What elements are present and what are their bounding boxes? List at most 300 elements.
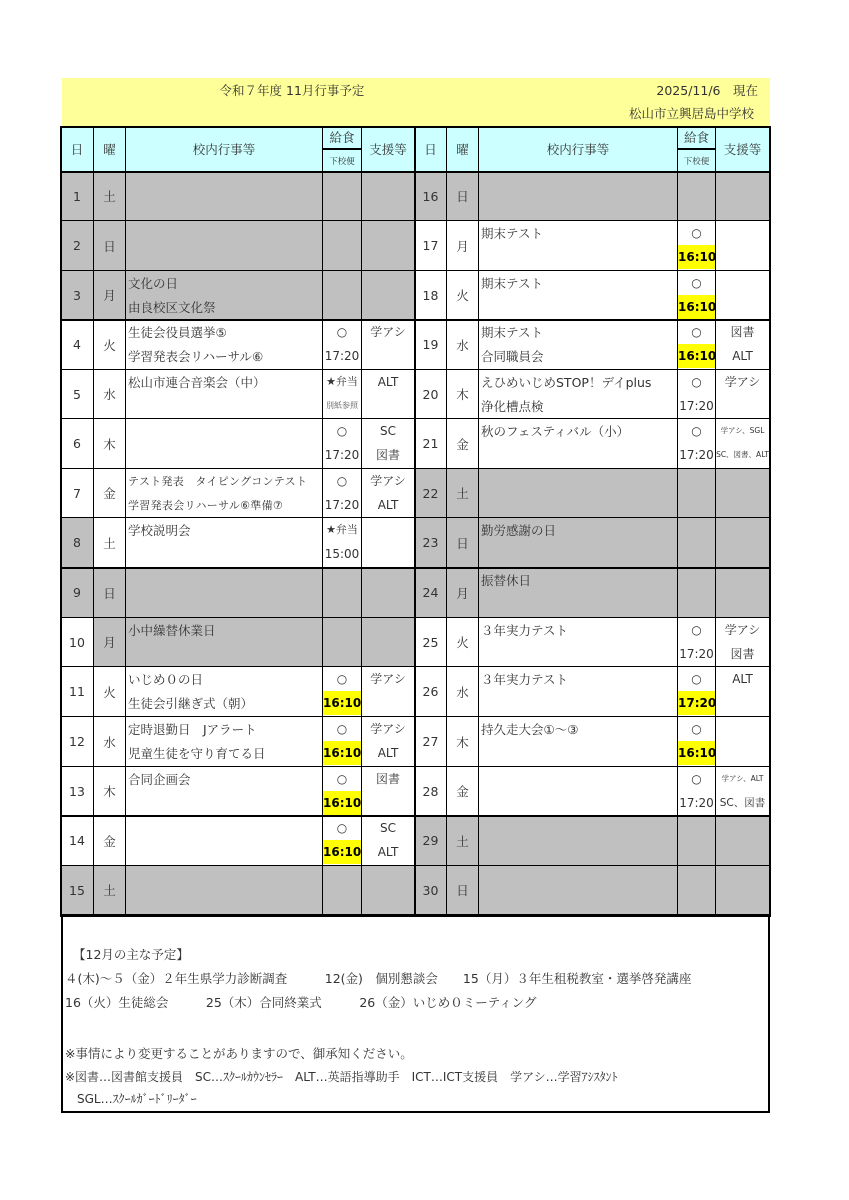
as-of-date: 2025/11/6 現在 — [656, 83, 758, 98]
weekday: 火 — [456, 635, 469, 650]
weekday-cell — [447, 469, 479, 518]
support-cell — [716, 221, 770, 271]
support-cell — [716, 717, 770, 767]
meal-cell — [323, 221, 362, 271]
support-line-1: SC — [380, 424, 396, 438]
weekday-cell — [94, 320, 126, 370]
dismissal-time: 17:20 — [679, 647, 714, 661]
header-day-label: 日 — [424, 141, 437, 157]
day-number: 24 — [422, 585, 439, 600]
event-line-1: 松山市連合音楽会（中） — [128, 375, 266, 390]
support-line-1: 学アシ、ALT — [721, 774, 764, 783]
weekday: 土 — [103, 535, 116, 551]
dismissal-time: 16:10 — [323, 741, 361, 765]
abbreviation-legend: ※図書…図書館支援員 SC…ｽｸｰﾙｶｳﾝｾﾗｰ ALT…英語指導助手 ICT…ICT支援員 学アシ…学習ｱｼｽﾀﾝﾄ — [65, 1070, 618, 1084]
support-line-1 — [716, 717, 769, 741]
support-line-2 — [716, 196, 769, 220]
support-line-1 — [362, 271, 414, 295]
support-line-1: ALT — [732, 672, 753, 686]
meal-status: ○ — [691, 424, 702, 438]
support-line-2 — [362, 295, 414, 319]
support-line-1: 学アシ — [370, 325, 406, 339]
support-line-1: 学アシ — [370, 722, 406, 736]
weekday: 月 — [103, 635, 116, 650]
events-cell — [126, 370, 323, 419]
day-number-cell — [415, 518, 447, 568]
support-line-1: 図書 — [375, 772, 400, 786]
meal-cell — [678, 172, 716, 221]
december-line-2: 16（火）生徒総会 25（木）合同終業式 26（金）いじめ０ミーティング — [65, 995, 537, 1010]
dismissal-time — [323, 642, 361, 666]
weekday: 金 — [456, 784, 469, 799]
support-line-1 — [716, 221, 769, 245]
dismissal-time: 17:20 — [679, 448, 714, 462]
meal-cell — [678, 717, 716, 767]
events-cell — [126, 667, 323, 717]
school-name: 松山市立興居島中学校 — [628, 106, 754, 121]
day-number: 25 — [422, 634, 439, 650]
dismissal-time — [323, 295, 361, 319]
day-number-cell — [61, 419, 94, 469]
day-number-cell — [61, 221, 94, 271]
day-number-cell — [61, 518, 94, 568]
support-line-2 — [716, 394, 769, 418]
dismissal-time: 17:20 — [679, 399, 714, 413]
meal-status — [323, 172, 361, 196]
support-line-2 — [362, 890, 414, 914]
weekday-cell — [94, 767, 126, 816]
support-cell — [716, 568, 770, 618]
weekday: 水 — [456, 684, 469, 700]
weekday: 火 — [456, 288, 469, 303]
dismissal-time — [678, 542, 715, 566]
weekday: 日 — [103, 238, 116, 254]
dismissal-time: 別紙参照 — [326, 401, 358, 410]
support-line-2: SC、図書 — [719, 797, 766, 809]
dismissal-time — [678, 592, 715, 616]
day-number-cell — [415, 717, 447, 767]
events-cell — [479, 370, 678, 419]
support-line-2 — [716, 542, 769, 566]
day-number: 30 — [422, 882, 439, 898]
header-events-label: 校内行事等 — [546, 141, 610, 157]
title-band — [62, 78, 770, 126]
event-line-2: 児童生徒を守り育てる日 — [128, 746, 266, 761]
support-line-2 — [716, 295, 769, 319]
meal-cell — [678, 469, 716, 518]
events-cell — [479, 568, 678, 618]
day-number: 9 — [73, 585, 81, 600]
support-cell — [716, 370, 770, 419]
event-line-1: 勤労感謝の日 — [481, 523, 557, 538]
meal-cell — [323, 518, 362, 568]
support-line-1 — [716, 518, 769, 542]
support-line-1 — [362, 568, 414, 592]
events-cell — [479, 717, 678, 767]
event-line-1: 持久走大会①～③ — [481, 722, 579, 737]
day-number-cell — [415, 271, 447, 320]
events-cell — [479, 816, 678, 866]
left-header-youbi — [94, 126, 126, 172]
left-header-support — [362, 126, 415, 172]
event-line-2: 生徒会引継ぎ式（朝） — [128, 696, 254, 711]
event-line-1: 期末テスト — [481, 226, 544, 241]
support-cell — [716, 518, 770, 568]
support-cell — [716, 469, 770, 518]
support-line-1 — [716, 469, 769, 493]
day-number-cell — [415, 469, 447, 518]
support-line-1: 学アシ、SGL — [720, 426, 765, 435]
meal-status: ○ — [336, 821, 348, 835]
events-cell — [479, 618, 678, 667]
weekday-cell — [447, 717, 479, 767]
thick-border — [415, 319, 770, 321]
weekday-cell — [94, 866, 126, 915]
event-line-1: 小中繰替休業日 — [128, 623, 216, 638]
dismissal-time — [678, 493, 715, 517]
event-line-2: 学習発表会リハーサル⑥準備⑦ — [128, 499, 284, 512]
event-line-1: 文化の日 — [128, 276, 179, 291]
day-number-cell — [61, 667, 94, 717]
dismissal-time: 17:20 — [324, 349, 360, 363]
support-line-2 — [362, 592, 414, 616]
weekday: 土 — [103, 189, 116, 204]
weekday-cell — [94, 667, 126, 717]
weekday: 金 — [103, 486, 116, 501]
meal-cell — [678, 271, 716, 320]
thick-border — [415, 815, 770, 817]
day-number-cell — [61, 568, 94, 618]
day-number: 8 — [73, 535, 81, 550]
weekday-cell — [447, 816, 479, 866]
day-number-cell — [61, 172, 94, 221]
events-cell — [126, 717, 323, 767]
events-cell — [126, 816, 323, 866]
weekday-cell — [94, 370, 126, 419]
support-line-2 — [362, 791, 414, 815]
weekday: 木 — [456, 387, 469, 402]
support-line-1 — [362, 618, 414, 642]
left-header-day — [61, 126, 94, 172]
support-line-2 — [362, 691, 414, 715]
meal-status: ○ — [336, 772, 348, 786]
dismissal-time: 16:10 — [678, 344, 715, 368]
events-cell — [126, 518, 323, 568]
support-cell — [362, 518, 415, 568]
weekday-cell — [94, 518, 126, 568]
day-number-cell — [415, 320, 447, 370]
events-cell — [126, 320, 323, 370]
support-line-2 — [716, 245, 769, 269]
support-cell — [362, 172, 415, 221]
meal-status — [323, 271, 361, 295]
weekday: 月 — [103, 288, 116, 303]
weekday: 火 — [103, 684, 116, 700]
day-number: 7 — [73, 485, 81, 501]
december-title: 【12月の主な予定】 — [73, 947, 189, 962]
support-line-1: 学アシ — [724, 623, 761, 637]
left-header-bus — [323, 150, 362, 172]
weekday: 月 — [456, 585, 469, 601]
weekday-cell — [94, 618, 126, 667]
meal-status — [678, 568, 715, 592]
support-cell — [716, 320, 770, 370]
events-cell — [126, 767, 323, 816]
day-number-cell — [61, 767, 94, 816]
support-cell — [362, 221, 415, 271]
day-number-cell — [415, 568, 447, 618]
right-header-meal — [678, 126, 716, 150]
weekday-cell — [447, 320, 479, 370]
dismissal-time — [678, 890, 715, 914]
support-cell — [362, 618, 415, 667]
meal-status: ○ — [691, 672, 702, 686]
support-line-1: 学アシ — [370, 474, 406, 488]
weekday-cell — [94, 221, 126, 271]
meal-status: ○ — [336, 424, 348, 438]
support-line-1: 学アシ — [370, 672, 406, 686]
weekday: 金 — [456, 436, 469, 452]
weekday-cell — [447, 618, 479, 667]
day-number-cell — [61, 271, 94, 320]
day-number-cell — [61, 618, 94, 667]
dismissal-time: 16:10 — [323, 791, 361, 815]
meal-cell — [323, 320, 362, 370]
weekday: 日 — [456, 535, 469, 551]
support-cell — [716, 271, 770, 320]
day-number-cell — [415, 370, 447, 419]
events-cell — [126, 568, 323, 618]
day-number: 28 — [422, 783, 439, 799]
support-cell — [362, 271, 415, 320]
right-header-bus — [678, 150, 716, 172]
weekday: 日 — [103, 585, 116, 601]
support-line-2 — [362, 542, 414, 566]
meal-cell — [678, 518, 716, 568]
support-line-2: ALT — [377, 746, 399, 760]
meal-cell — [678, 816, 716, 866]
meal-cell — [323, 419, 362, 469]
dismissal-time — [323, 196, 361, 220]
dismissal-time: 17:20 — [679, 796, 714, 810]
events-cell — [479, 518, 678, 568]
weekday-cell — [94, 816, 126, 866]
events-cell — [126, 172, 323, 221]
meal-cell — [323, 370, 362, 419]
right-header-events — [479, 126, 678, 172]
day-number-cell — [61, 816, 94, 866]
support-cell — [716, 618, 770, 667]
meal-cell — [323, 667, 362, 717]
meal-status: ★弁当 — [326, 523, 358, 536]
support-line-2 — [716, 840, 769, 864]
weekday: 土 — [456, 833, 469, 849]
abbreviation-legend-sgl: SGL…ｽｸｰﾙｶﾞｰﾄﾞﾘｰﾀﾞｰ — [77, 1092, 197, 1106]
event-line-1: 期末テスト — [481, 325, 544, 340]
meal-status — [323, 568, 361, 592]
events-cell — [479, 767, 678, 816]
right-header-support — [716, 126, 770, 172]
support-line-2 — [716, 890, 769, 914]
day-number: 3 — [73, 287, 81, 303]
day-number: 18 — [422, 287, 439, 303]
support-line-2 — [716, 493, 769, 517]
meal-status: ○ — [336, 722, 348, 736]
dismissal-time: 17:20 — [324, 448, 360, 462]
events-cell — [479, 271, 678, 320]
day-number-cell — [415, 816, 447, 866]
day-number: 17 — [422, 238, 439, 253]
weekday-cell — [94, 469, 126, 518]
events-cell — [479, 320, 678, 370]
day-number-cell — [415, 419, 447, 469]
support-line-1 — [716, 816, 769, 840]
support-cell — [362, 320, 415, 370]
page-title: 令和７年度 11月行事予定 — [219, 83, 365, 98]
weekday-cell — [447, 221, 479, 271]
day-number: 6 — [73, 436, 81, 451]
support-line-1: ALT — [377, 375, 399, 389]
weekday: 木 — [456, 734, 469, 750]
day-number: 26 — [422, 684, 439, 699]
support-cell — [716, 816, 770, 866]
meal-cell — [323, 717, 362, 767]
meal-status — [678, 866, 715, 890]
day-number: 15 — [69, 882, 85, 898]
dismissal-time: 17:20 — [324, 498, 360, 512]
events-cell — [479, 419, 678, 469]
dismissal-time: 15:00 — [324, 547, 360, 561]
support-line-1 — [362, 172, 414, 196]
meal-status: ○ — [691, 226, 702, 240]
support-line-2 — [362, 245, 414, 269]
event-line-1: 生徒会役員選挙⑤ — [128, 325, 227, 340]
support-line-1: 学アシ — [724, 375, 761, 389]
day-number: 4 — [73, 337, 81, 352]
events-cell — [126, 221, 323, 271]
meal-cell — [323, 816, 362, 866]
meal-cell — [323, 172, 362, 221]
event-line-2: 学習発表会リハーサル⑥ — [128, 349, 264, 364]
support-cell — [362, 866, 415, 915]
support-line-1 — [362, 221, 414, 245]
meal-cell — [323, 271, 362, 320]
support-cell — [716, 667, 770, 717]
event-line-1: えひめいじめSTOP！デイplus — [481, 375, 652, 390]
event-line-2: 合同職員会 — [481, 349, 544, 364]
dismissal-time: 16:10 — [323, 691, 361, 715]
events-cell — [126, 469, 323, 518]
weekday: 土 — [103, 883, 116, 898]
day-number: 10 — [69, 634, 85, 650]
header-day-label: 日 — [70, 141, 84, 157]
weekday: 水 — [103, 734, 116, 750]
meal-cell — [678, 568, 716, 618]
events-cell — [479, 172, 678, 221]
support-line-1 — [716, 568, 769, 592]
thick-border — [61, 815, 415, 817]
day-number: 5 — [73, 386, 81, 402]
support-line-2 — [716, 691, 769, 715]
day-number-cell — [61, 370, 94, 419]
support-line-1 — [716, 172, 769, 196]
thick-border — [414, 126, 416, 917]
weekday: 木 — [103, 784, 116, 799]
event-line-2: 浄化槽点検 — [481, 399, 544, 414]
weekday-cell — [447, 866, 479, 915]
weekday: 日 — [456, 189, 469, 204]
support-line-2 — [716, 741, 769, 765]
weekday-cell — [94, 271, 126, 320]
support-cell — [362, 767, 415, 816]
meal-status: ○ — [691, 722, 702, 736]
meal-status — [323, 618, 361, 642]
dismissal-time — [323, 245, 361, 269]
meal-cell — [678, 370, 716, 419]
support-cell — [362, 717, 415, 767]
header-bus-label: 下校便 — [329, 156, 355, 167]
weekday-cell — [447, 568, 479, 618]
meal-cell — [678, 767, 716, 816]
weekday: 土 — [456, 486, 469, 501]
weekday: 金 — [103, 833, 116, 849]
dismissal-time: 16:10 — [323, 840, 361, 864]
weekday: 月 — [456, 238, 469, 254]
weekday-cell — [94, 717, 126, 767]
day-number-cell — [61, 717, 94, 767]
weekday: 水 — [103, 387, 116, 402]
events-cell — [479, 221, 678, 271]
meal-status — [678, 469, 715, 493]
meal-cell — [323, 866, 362, 915]
meal-cell — [678, 320, 716, 370]
events-cell — [126, 866, 323, 915]
day-number: 13 — [69, 783, 85, 799]
header-support-label: 支援等 — [723, 141, 762, 157]
day-number-cell — [61, 320, 94, 370]
day-number: 29 — [422, 833, 439, 848]
support-cell — [362, 419, 415, 469]
header-meal-label: 給食 — [329, 130, 355, 145]
event-line-1: いじめ０の日 — [128, 672, 204, 687]
day-number: 16 — [422, 188, 439, 204]
dismissal-time — [323, 890, 361, 914]
weekday: 木 — [103, 436, 116, 452]
weekday-cell — [447, 370, 479, 419]
meal-status: ○ — [691, 772, 702, 786]
meal-status — [678, 172, 715, 196]
meal-status: ○ — [336, 325, 348, 339]
weekday-cell — [447, 419, 479, 469]
dismissal-time — [323, 592, 361, 616]
dismissal-time: 16:10 — [678, 741, 715, 765]
event-line-1: 合同企画会 — [128, 772, 191, 787]
meal-status — [678, 518, 715, 542]
meal-cell — [678, 866, 716, 915]
support-cell — [716, 419, 770, 469]
meal-cell — [323, 618, 362, 667]
support-cell — [716, 866, 770, 915]
day-number-cell — [415, 866, 447, 915]
meal-cell — [678, 618, 716, 667]
support-cell — [362, 816, 415, 866]
day-number-cell — [61, 469, 94, 518]
meal-status: ○ — [691, 375, 702, 389]
support-line-2: 図書 — [375, 448, 400, 462]
day-number-cell — [415, 618, 447, 667]
weekday-cell — [447, 518, 479, 568]
header-youbi-label: 曜 — [456, 141, 469, 157]
